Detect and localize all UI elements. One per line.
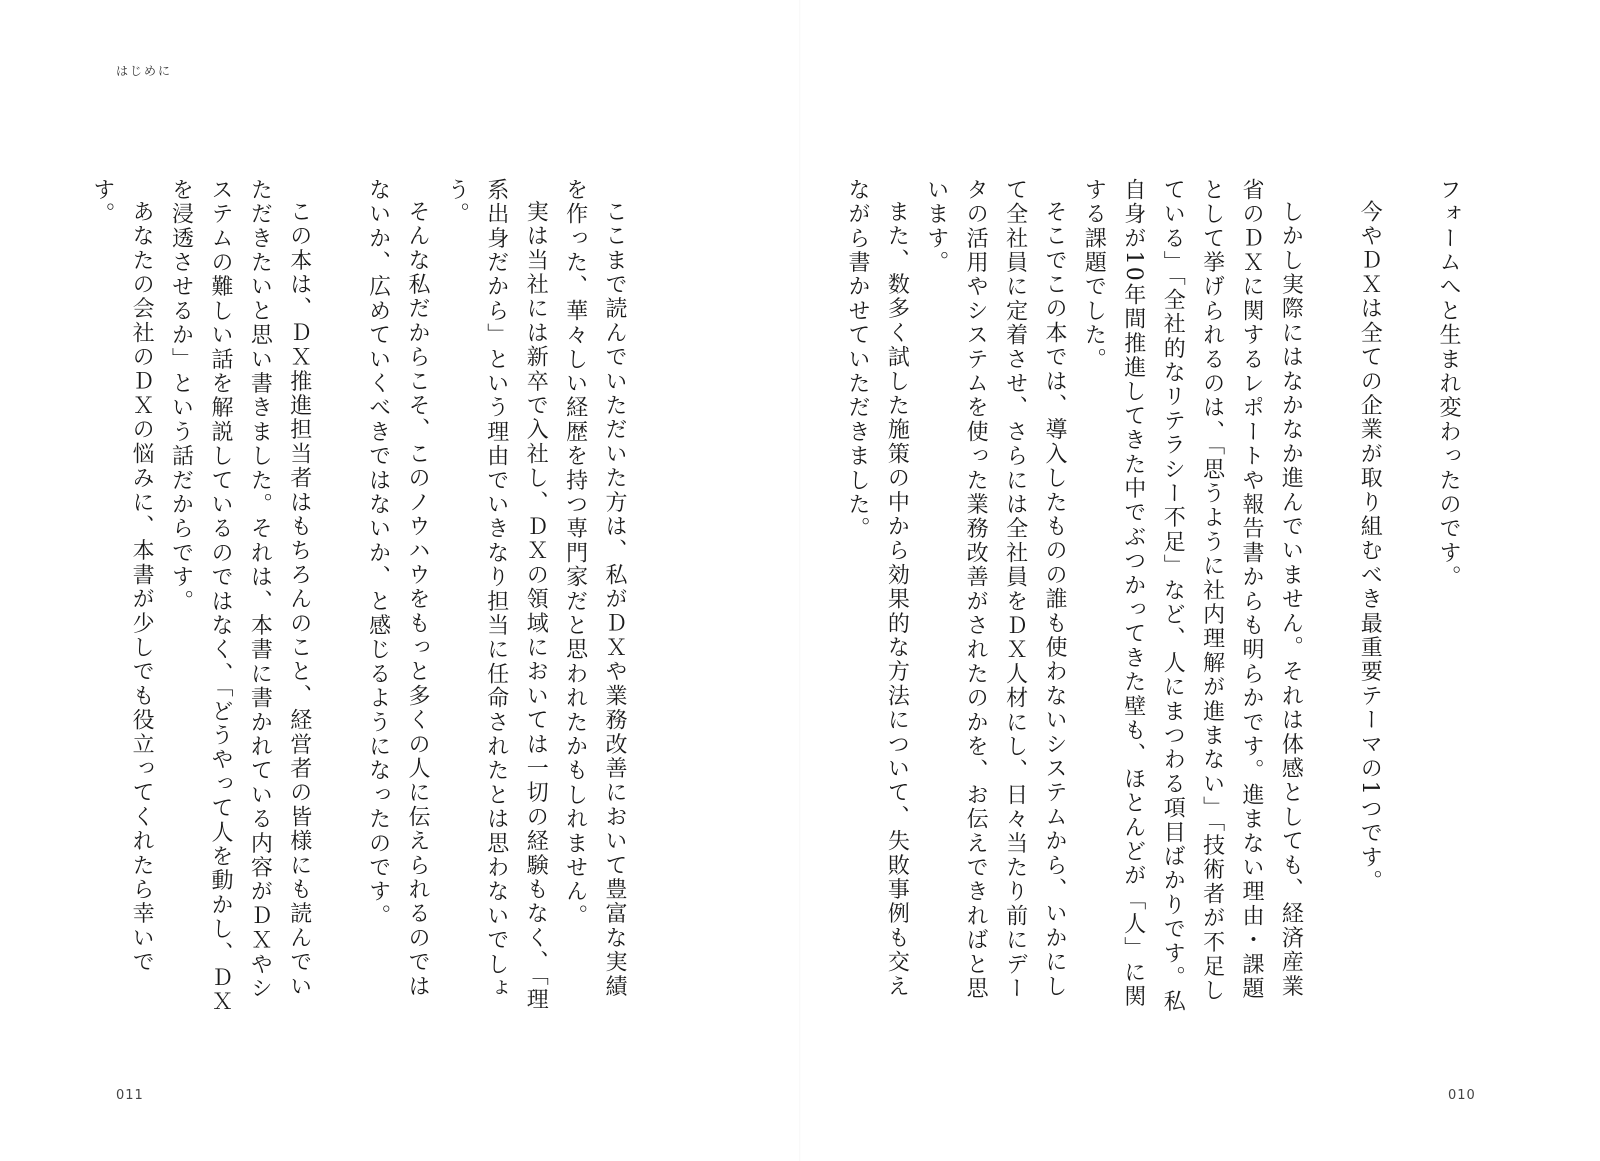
paragraph-continuation: フォームへと生まれ変わったのです。 <box>1436 178 1461 590</box>
left-page-text <box>89 178 634 1018</box>
paragraph: そんな私だからこそ、このノウハウをもっと多くの人に伝えられるのではないか、広めていくべきではないか、と感じるようになったのです。 <box>365 178 430 999</box>
page-number-left: 011 <box>116 1088 144 1103</box>
paragraph: そこでこの本では、導入したものの誰も使わないシステムから、いかにして全社員に定着させ、さらには全社員をＤＸ人材にし、日々当たり前にデータの活用やシステムを使った業務改善がされたのかを、お伝えできればと思います。 <box>923 178 1067 1001</box>
running-header: はじめに <box>116 64 173 78</box>
paragraph-spacer <box>1310 178 1349 1018</box>
paragraph-spacer <box>319 178 358 1018</box>
paragraph: 今やＤＸは全ての企業が取り組むべき最重要テーマの1つです。 <box>1357 200 1383 894</box>
paragraph: この本は、ＤＸ推進担当者はもちろんのこと、経営者の皆様にも読んでいただきたいと思い書きました。それは、本書に書かれている内容がＤＸやシステムの難しい話を解説しているのではなく、「どうやって人を動かし、ＤＸを浸透させるか」という話だからです。 <box>168 178 312 1014</box>
paragraph: あなたの会社のＤＸの悩みに、本書が少しでも役立ってくれたら幸いです。 <box>89 178 155 975</box>
paragraph: 実は当社には新卒で入社し、ＤＸの領域においては一切の経験もなく、「理系出身だから」という理由でいきなり担当に任命されたとは思わないでしょう。 <box>444 178 549 1012</box>
page-number-right: 010 <box>1448 1088 1476 1103</box>
paragraph-spacer <box>1389 178 1428 1018</box>
paragraph: しかし実際にはなかなか進んでいません。それは体感としても、経済産業省のＤＸに関するレポートや報告書からも明らかです。進まない理由・課題として挙げられるのは、「思うように社内理解が進まない」「技術者が不足している」「全社的なリテラシー不足」など、人にまつわる項目ばかりです。私自身が10年間推進してきた中でぶつかってきた壁も、ほとんどが「人」に関する課題でした。 <box>1081 178 1304 1014</box>
page-gutter <box>799 0 801 1161</box>
right-page-text <box>844 178 1468 1018</box>
paragraph: また、数多く試した施策の中から効果的な方法について、失敗事例も交えながら書かせていただきました。 <box>844 178 910 999</box>
paragraph: ここまで読んでいただいた方は、私がＤＸや業務改善において豊富な実績を作った、華々しい経歴を持つ専門家だと思われたかもしれません。 <box>562 178 627 999</box>
